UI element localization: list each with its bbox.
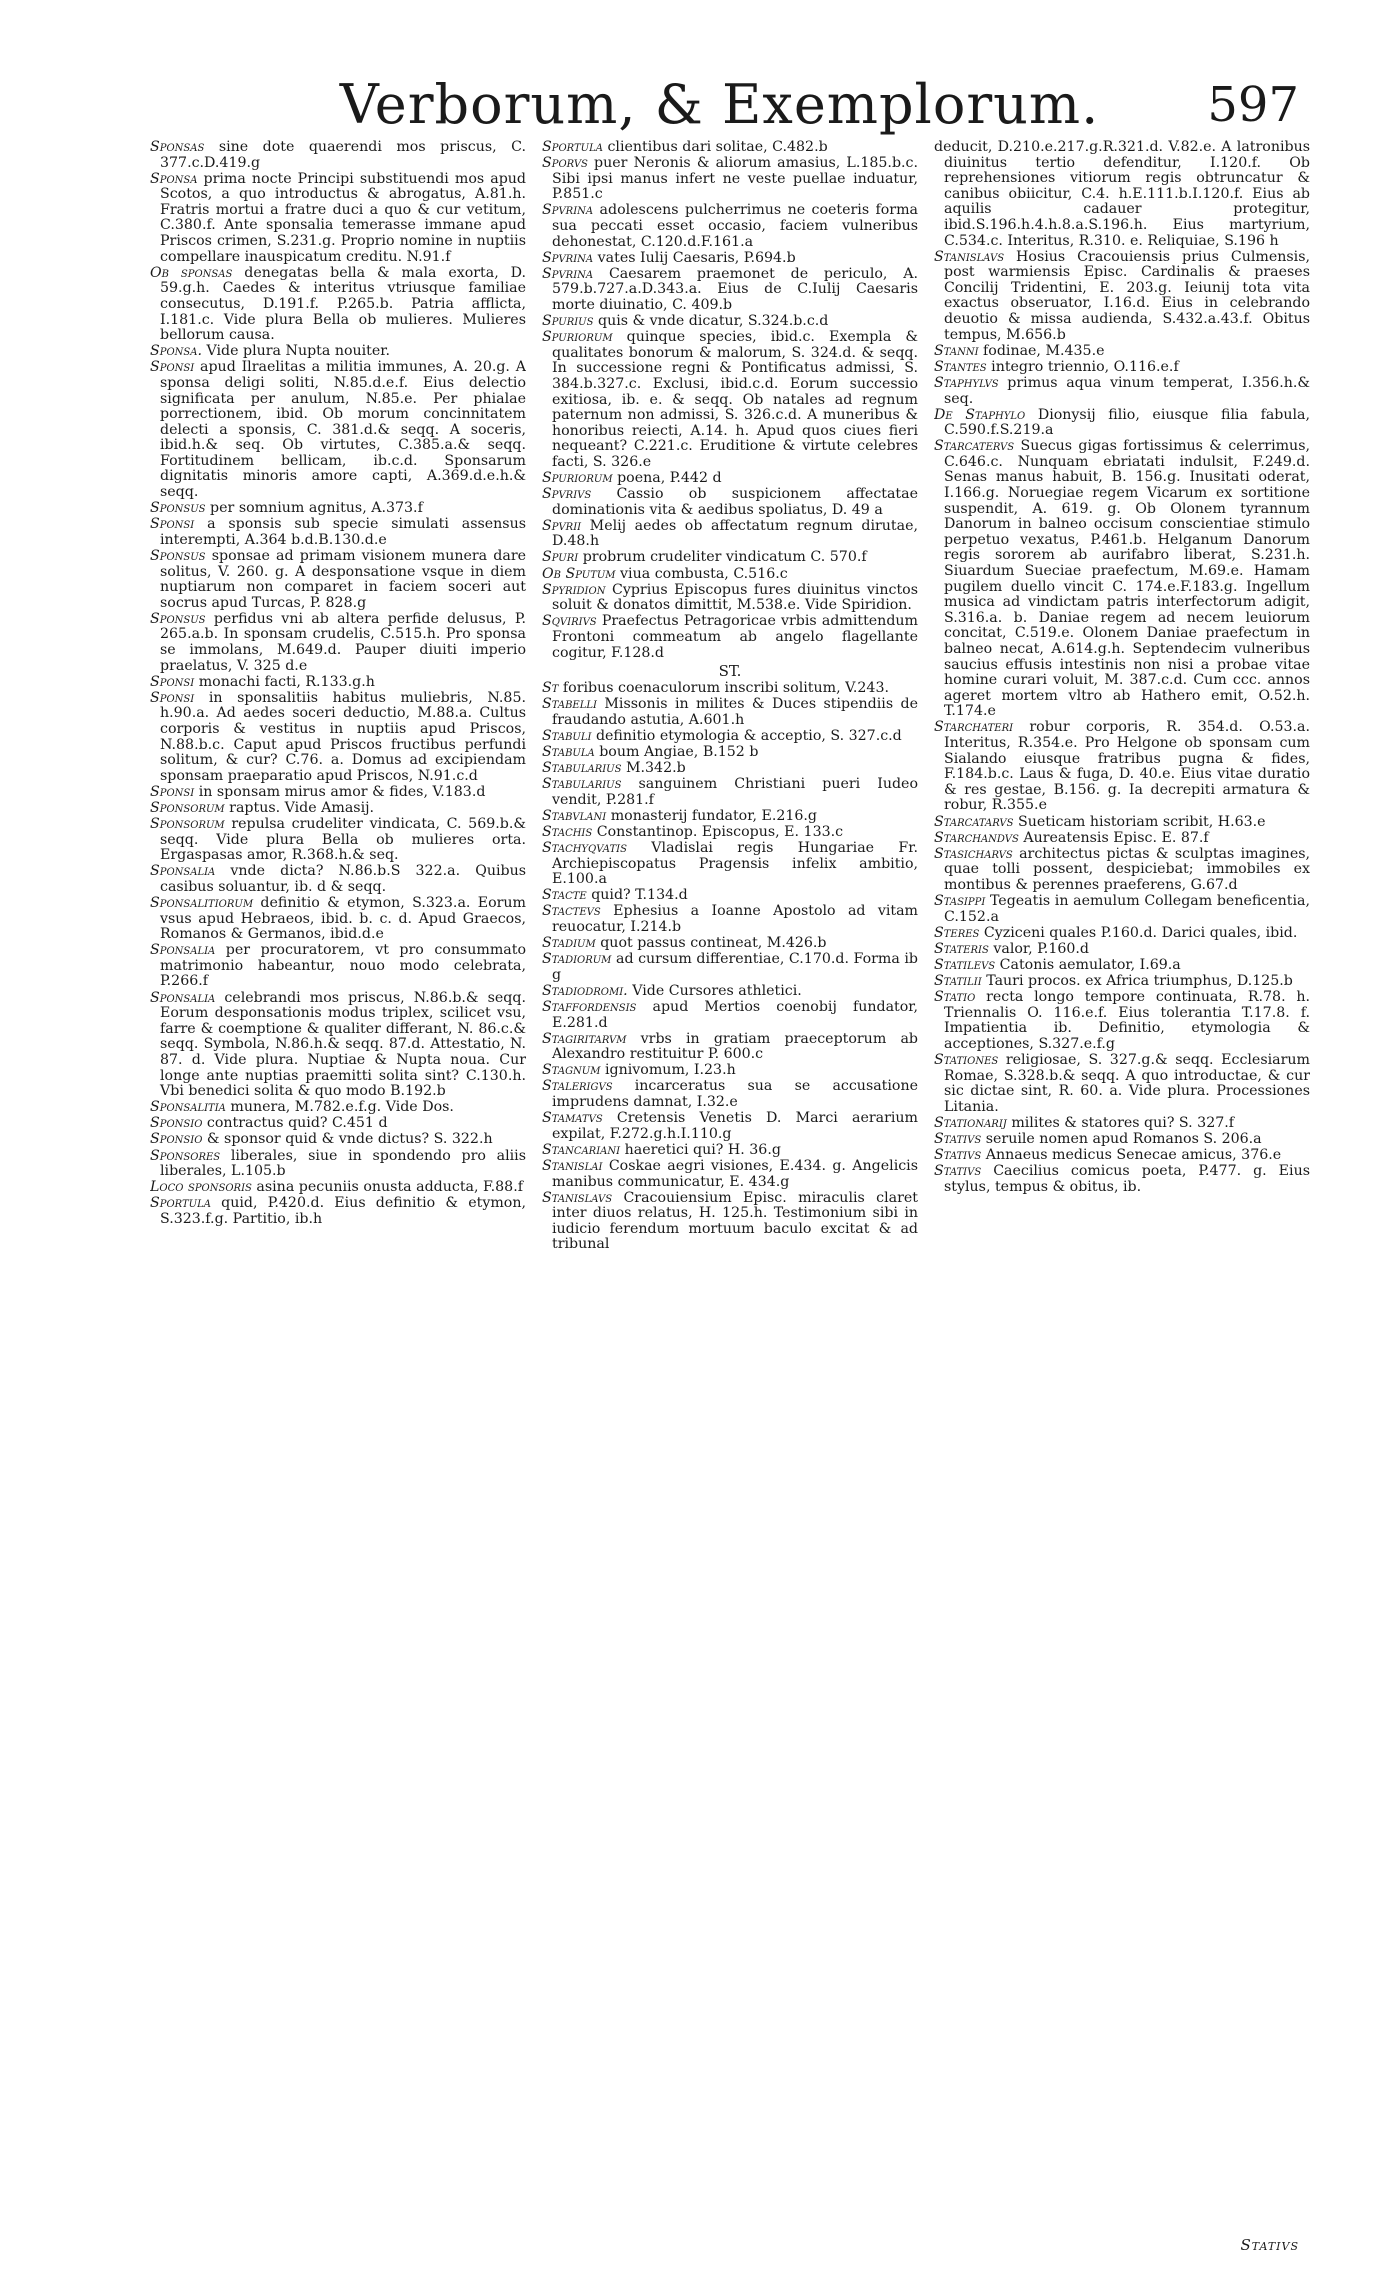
index-entry — [934, 990, 1310, 1052]
index-entry — [542, 904, 918, 935]
index-entry — [542, 314, 918, 330]
entry-headword: Sponsi — [150, 673, 195, 690]
entry-headword: Ob sponsas — [150, 264, 233, 281]
index-entry — [542, 1191, 918, 1253]
entry-text: Sueticam historiam scribit, H.63.e — [1018, 813, 1266, 830]
entry-headword: Sponsalitia — [150, 1099, 226, 1116]
entry-headword: Statilevs — [934, 956, 996, 973]
index-entry — [934, 894, 1310, 925]
entry-text: religiosae, S. 327.g.& seqq. Ecclesiarum Romae, S.328.b.& seqq. A quo introductae, & cur sic dictae sint, R. 60. a. Vide plura. Processiones Litania. — [944, 1051, 1310, 1115]
index-entry — [150, 1100, 526, 1116]
index-entry — [934, 831, 1310, 847]
entry-headword: Stachis — [542, 823, 593, 840]
entry-text: foribus coenaculorum inscribi solitum, V.243. — [562, 680, 889, 697]
entry-headword: Sponsi — [150, 516, 195, 533]
entry-text: ignivomum, I.23.h — [605, 1062, 736, 1079]
entry-headword: Sponsio — [150, 1131, 203, 1148]
entry-text: Cassio ob suspicionem affectatae dominationis vita & aedibus spoliatus, D. 49 a — [552, 486, 918, 518]
entry-headword: Stasippi — [934, 893, 986, 909]
entry-headword: Sporvs — [542, 155, 588, 172]
entry-text: in sponsam mirus amor & fides, V.183.d — [198, 783, 486, 800]
index-entry — [542, 745, 918, 761]
index-entry — [934, 1116, 1310, 1132]
entry-headword: Ob Sputum — [542, 565, 616, 582]
index-entry — [542, 952, 918, 983]
index-entry — [934, 376, 1310, 407]
entry-text: milites & statores qui? S. 327.f — [1011, 1114, 1235, 1131]
entry-text: celebrandi mos priscus, N.86.b.& seqq. Eorum desponsationis modus triplex, scilicet vsu, farre & coemptione & qualiter differant, N. 86.c.& seqq. Symbola, N.86.h.& seqq. 87.d. Attestatio, N. 87. d. Vide plura. Nuptiae & Nupta noua. Cur longe ante nuptias praemitti solita sint? C.130.h. Vbi benedici solita & quo modo B.192.b — [160, 989, 526, 1100]
entry-headword: Stactevs — [542, 903, 601, 920]
index-entry — [150, 501, 526, 517]
entry-text: architectus pictas & sculptas imagines, quae tolli possent, despiciebat; immobiles ex montibus & perennes praeferens, G.67.d — [944, 845, 1310, 893]
entry-headword: Stationarij — [934, 1114, 1007, 1131]
index-entry — [150, 691, 526, 785]
entry-text: apud Mertios coenobij fundator, E.281.d — [552, 998, 918, 1031]
entry-text: Caecilius comicus poeta, P.477. g. Eius stylus, tempus & obitus, ib. — [944, 1163, 1310, 1195]
entry-text: sanguinem Christiani pueri Iudeo vendit, P.281.f — [552, 776, 918, 808]
index-entry — [150, 360, 526, 500]
entry-headword: Sportula — [150, 1195, 211, 1212]
entry-text: quid, P.420.d. Eius definitio & etymon, S.323.f.g. Partitio, ib.h — [160, 1195, 526, 1227]
entry-headword: Stanislavs — [934, 248, 1005, 265]
index-entry — [934, 1164, 1310, 1195]
index-entry — [150, 817, 526, 864]
entry-text: prima nocte Principi substituendi mos apud Scotos, a quo introductus & abrogatus, A.81.h. Fratris mortui a fratre duci a quo & cur vetitum, C.380.f. Ante sponsalia temerasse immane apud Priscos crimen, S.231.g. Proprio nomine in nuptiis compellare inauspicatum creditu. N.91.f — [160, 170, 526, 265]
column-left — [150, 140, 526, 2230]
index-entry — [542, 203, 918, 250]
entry-headword: Stacte — [542, 887, 587, 904]
index-entry — [150, 864, 526, 895]
entry-text: contractus quid? C.451 d — [206, 1115, 388, 1132]
entry-text: haeretici qui? H. 36.g — [624, 1141, 781, 1158]
entry-text: quis & vnde dicatur, S.324.b.c.d — [597, 313, 829, 330]
index-entry — [934, 1132, 1310, 1148]
entry-headword: Sponsio — [150, 1115, 203, 1132]
entry-headword: Stativs — [934, 1163, 982, 1180]
index-entry — [150, 896, 526, 943]
entry-text: adolescens pulcherrimus ne coeteris forma sua peccati esset occasio, faciem vulneribus dehonestat, C.120.d.F.161.a — [552, 202, 918, 250]
entry-headword: Stanni — [934, 342, 979, 359]
index-entry — [150, 801, 526, 817]
index-entry — [150, 675, 526, 691]
entry-text: vnde dicta? N.86.b.S 322.a. Quibus casibus soluantur, ib. d & seqq. — [160, 863, 526, 895]
index-entry — [150, 344, 526, 360]
entry-text: boum Angiae, B.152 b — [599, 743, 759, 760]
page-number: 597 — [1207, 77, 1299, 133]
entry-headword: Sponsas — [150, 140, 205, 155]
entry-headword: Sponsi — [150, 689, 195, 706]
entry-headword: Sponsa. — [150, 343, 202, 360]
index-entry — [542, 888, 918, 904]
entry-text: perfidus vni ab altera perfide delusus, P. 265.a.b. In sponsam crudelis, C.515.h. Pro sponsa se immolans, M.649.d. Pauper diuiti imperio praelatus, V. 325 d.e — [160, 610, 526, 674]
entry-text: primus aqua vinum temperat, I.356.h.& seq. — [944, 374, 1310, 407]
entry-headword: Spvrivs — [542, 486, 592, 503]
entry-text: quot passus contineat, M.426.b — [600, 935, 827, 952]
entry-text: Constantinop. Episcopus, E. 133.c — [596, 823, 844, 840]
index-entry — [542, 1111, 918, 1142]
entry-text: recta longo tempore continuata, R.78. h. Triennalis O. 116.e.f. Eius tolerantia T.17.8. f. Impatientia ib. Definitio, etymologia & acceptiones, S.327.e.f.g — [944, 989, 1310, 1052]
entry-text: asina pecuniis onusta adducta, F.88.f — [256, 1179, 523, 1196]
entry-text: Caesarem praemonet de periculo, A. 579.b.727.a.D.343.a. Eius de C.Iulij Caesaris morte diuinatio, C. 409.b — [552, 265, 918, 313]
entry-headword: Staphylvs — [934, 374, 999, 391]
entry-headword: Stantes — [934, 358, 987, 375]
entry-headword: Spvrina — [542, 265, 594, 282]
index-entry — [934, 408, 1310, 439]
index-entry — [150, 140, 526, 171]
entry-headword: Starchandvs — [934, 829, 1019, 846]
entry-headword: Sponsorum — [150, 799, 225, 816]
entry-headword: Sponsus — [150, 610, 206, 627]
entry-text: Ephesius a Ioanne Apostolo ad vitam reuocatur, I.214.b — [552, 903, 918, 935]
entry-text: clientibus dari solitae, C.482.b — [607, 140, 828, 155]
entry-headword: Stabularius — [542, 760, 622, 777]
entry-headword: Spuri — [542, 549, 579, 566]
index-entry — [542, 841, 918, 888]
entry-text: definitio & etymon, S.323.a. Eorum vsus apud Hebraeos, ibid. b. c. d. Apud Graecos, Romanos & Germanos, ibid.d.e — [160, 895, 526, 943]
entry-headword: Sponsus — [150, 500, 206, 517]
entry-headword: Starchateri — [934, 719, 1014, 736]
index-entry — [542, 761, 918, 777]
entry-headword: Steres — [934, 924, 980, 941]
index-entry — [542, 1079, 918, 1110]
entry-headword: Stadiodromi. — [542, 982, 628, 999]
index-entry — [934, 942, 1310, 958]
entry-text: fodinae, M.435.e — [983, 342, 1105, 359]
index-entry — [542, 519, 918, 550]
entry-headword: Stateris — [934, 940, 989, 957]
entry-text: viua combusta, C.516.c — [620, 565, 788, 582]
entry-headword: Stabelli — [542, 696, 597, 713]
index-entry — [542, 825, 918, 841]
entry-text: Vide Cursores athletici. — [632, 982, 802, 999]
entry-text: apud Ilraelitas a militia immunes, A. 20.g. A sponsa deligi soliti, N.85.d.e.f. Eius delectio significata per anulum, N.85.e. Per phialae porrectionem, ibid. Ob morum concinnitatem delecti a sponsis, C. 381.d.& seqq. A soceris, ibid.h.& seq. Ob virtutes, C.385.a.& seqq. Fortitudinem bellicam, ib.c.d. Sponsarum dignitatis minoris amore capti, A.369.d.e.h.& seqq. — [160, 359, 526, 501]
entry-headword: Stabuli — [542, 727, 592, 744]
entry-headword: Stanislai — [542, 1157, 603, 1174]
entry-text: seruile nomen apud Romanos S. 206.a — [985, 1130, 1262, 1147]
entry-text: Cracouiensium Episc. miraculis claret inter diuos relatus, H. 125.h. Testimonium sibi in iudicio ferendum mortuum baculo excitat & ad tribunal — [552, 1189, 918, 1253]
entry-text: Annaeus medicus Senecae amicus, 376.e — [985, 1147, 1282, 1163]
index-entry — [150, 172, 526, 266]
catchword: Stativs — [1240, 2236, 1299, 2254]
entry-headword: Stabvlani — [542, 807, 607, 824]
index-entry — [542, 330, 918, 470]
entry-text: Cyziceni quales P.160.d. Darici quales, ibid. — [983, 924, 1298, 941]
entry-headword: Stagnum — [542, 1062, 601, 1079]
entry-headword: Stativs — [934, 1147, 982, 1163]
entry-text: incarceratus sua se accusatione imprudens damnat, I.32.e — [552, 1078, 918, 1111]
running-title: Verborum, & Exemplorum. — [339, 73, 1100, 136]
index-entry — [934, 958, 1310, 974]
entry-text: M.342.b — [625, 760, 686, 777]
entry-headword: Sponsi — [150, 359, 195, 376]
index-entry — [542, 697, 918, 728]
entry-headword: Sponsa — [150, 170, 198, 187]
entry-headword: Spyridion — [542, 581, 606, 598]
index-entry — [542, 251, 918, 267]
entry-text: raptus. Vide Amasij. — [229, 799, 375, 816]
entry-text: sponsae ad primam visionem munera dare solitus, V. 260. g. A desponsatione vsque in diem nuptiarum non comparet in faciem soceri aut socrus apud Turcas, P. 828.g — [160, 547, 526, 611]
index-entry — [150, 266, 526, 344]
page-header — [140, 70, 1299, 140]
entry-headword: Stationes — [934, 1051, 999, 1068]
index-entry — [934, 720, 1310, 814]
entry-text: in sponsalitiis habitus muliebris, N.85. h.90.a. Ad aedes soceri deductio, M.88.a. Cultus corporis & vestitus in nuptiis apud Priscos, N.88.b.c. Caput apud Priscos fructibus perfundi solitum, & cur? C.76. a. Domus ad excipiendam sponsam praeparatio apud Priscos, N.91.c.d — [160, 689, 526, 784]
index-entry — [542, 681, 918, 697]
index-entry — [542, 1143, 918, 1159]
entry-text: Cretensis Venetis D. Marci aerarium expilat, F.272.g.h.I.110.g — [552, 1110, 918, 1142]
index-entry — [934, 1053, 1310, 1115]
entry-text: quinque species, ibid.c. Exempla & qualitates bonorum & malorum, S. 324.d. & seqq. In successione regni & Pontificatus admissi, S. 384.b.327.c. Exclusi, ibid.c.d. Eorum successio exitiosa, ib. e. & seqq. Ob natales ad regnum paternum non admissi, S. 326.c.d. A muneribus & honoribus reiecti, A.14. h. Apud quos ciues fieri nequeant? C.221.c. Eruditione & virtute celebres facti, S. 326.e — [552, 329, 918, 470]
entry-text: Hosius Cracouiensis prius Culmensis, post warmiensis Episc. Cardinalis & praeses Concilij Tridentini, E. 203.g. Ieiunij tota vita exactus obseruator, I.16.d. Eius in celebrando deuotio & missa audienda, S.432.a.43.f. Obitus tempus, M.656.b — [944, 248, 1310, 343]
index-entry — [934, 439, 1310, 720]
index-entry — [934, 847, 1310, 894]
entry-headword: Spvrina — [542, 249, 594, 266]
entry-headword: Stancariani — [542, 1141, 621, 1158]
entry-headword: Stamatvs — [542, 1110, 603, 1127]
index-entry — [542, 936, 918, 952]
entry-text: Vladislai regis Hungariae Fr. Archiepiscopatus Pragensis infelix ambitio, E.100.a — [552, 840, 918, 888]
index-entry — [150, 1149, 526, 1180]
entry-headword: Sponsorum — [150, 816, 225, 833]
entry-text: Vide plura Nupta nouiter. — [206, 343, 391, 360]
index-entry — [542, 809, 918, 825]
entry-text: Praefectus Petragoricae vrbis admittendum Frontoni commeatum ab angelo flagellante cogitur, F.128.d — [552, 613, 918, 661]
index-entry — [934, 815, 1310, 831]
index-entry — [934, 250, 1310, 344]
entry-headword: Sponsus — [150, 547, 206, 564]
entry-headword: Spvrii — [542, 517, 582, 534]
entry-headword: Stabula — [542, 743, 595, 760]
entry-text: deducit, D.210.e.217.g.R.321.d. V.82.e. A latronibus diuinitus tertio defenditur, I.120.f. Ob reprehensiones vitiorum regis obtruncatur & canibus obiicitur, C.4. h.E.111.b.I.120.f. Eius ab aquilis cadauer protegitur, ibid.S.196.h.4.h.8.a.S.196.h. Eius martyrium, C.534.c. Interitus, R.310. e. Reliquiae, S.196 h — [934, 140, 1310, 249]
entry-text: & sponsor quid & vnde dictus? S. 322.h — [206, 1131, 493, 1148]
entry-text: a sponsis sub specie simulati assensus interempti, A.364 b.d.B.130.d.e — [160, 516, 526, 548]
entry-headword: Sponsalia — [150, 989, 216, 1006]
entry-text: poena, P.442 d — [617, 469, 722, 486]
entry-text: valor, P.160.d — [993, 940, 1089, 957]
entry-headword: Loco sponsoris — [150, 1179, 252, 1196]
entry-text: Suecus gigas fortissimus & celerrimus, C.646.c. Nunquam ebriatati indulsit, F.249.d. Senas manus habuit, B. 156.g. Inusitati oderat, I.166.g. Noruegiae regem Vicarum ex sortitione suspendit, A. 619. g. Ob Olonem tyrannum Danorum in balneo occisum conscientiae stimulo perpetuo vexatus, P.461.b. Helganum Danorum regis sororem ab aurifabro liberat, S.231.h. Siuardum Sueciae praefectum, M.69.e. Hamam pugilem duello vincit C. 174.e.F.183.g. Ingellum musica ad vindictam patris interfectorum adigit, S.316.a. b. Daniae regem ad necem leuiorum concitat, C.519.e. Olonem Daniae praefectum in balneo necat, A.614.g.h. Septendecim vulneribus saucius effusis intestinis non nisi a probae vitae homine curari voluit, M. 387.c.d. Cum ccc. annos ageret mortem vltro ab Hathero emit, O.52.h. T.174.e — [944, 438, 1310, 720]
index-entry — [542, 471, 918, 487]
index-entry — [542, 1032, 918, 1063]
entry-text: monasterij fundator, E.216.g — [610, 807, 818, 824]
entry-headword: Sponsores — [150, 1147, 221, 1164]
entry-headword: Staffordensis — [542, 998, 637, 1015]
index-entry — [150, 943, 526, 990]
entry-text: munera, M.782.e.f.g. Vide Dos. — [230, 1099, 454, 1116]
entry-headword: Stagiritarvm — [542, 1030, 627, 1047]
entry-headword: Spvrina — [542, 202, 594, 219]
index-entry — [934, 974, 1310, 990]
entry-text: Coskae aegri visiones, E.434. g. Angelicis manibus communicatur, E. 434.g — [552, 1157, 918, 1190]
entry-text: probrum crudeliter vindicatum C. 570.f — [582, 549, 867, 566]
index-columns — [150, 140, 1310, 2230]
index-entry — [542, 777, 918, 808]
entry-headword: Sponsalia — [150, 863, 216, 880]
index-entry — [934, 1148, 1310, 1164]
entry-headword: St — [542, 680, 559, 697]
entry-headword: Statilii — [934, 972, 982, 989]
entry-headword: Spuriorum — [542, 469, 613, 486]
entry-text: sine dote quaerendi mos priscus, C. 377.c.D.419.g — [160, 140, 526, 171]
column-right — [934, 140, 1310, 2230]
entry-headword: Stasicharvs — [934, 845, 1013, 862]
entry-headword: Statio — [934, 989, 976, 1006]
entry-text: Cyprius Episcopus fures diuinitus vinctos soluit & donatos dimittit, M.538.e. Vide Spiridion. — [552, 581, 918, 614]
index-entry — [542, 729, 918, 745]
entry-headword: De Staphylo — [934, 406, 1026, 423]
entry-text: monachi facti, R.133.g.h — [198, 673, 375, 690]
entry-headword: Stativs — [934, 1130, 982, 1147]
entry-text: vates Iulij Caesaris, P.694.b — [597, 249, 796, 266]
entry-text: quid? T.134.d — [591, 887, 688, 904]
index-entry — [150, 1116, 526, 1132]
entry-headword: Stadiorum — [542, 951, 612, 968]
entry-text: per procuratorem, vt pro consummato matrimonio habeantur, nouo modo celebrata, P.266.f — [160, 942, 526, 990]
entry-text: robur corporis, R. 354.d. O.53.a. Interitus, R.354.e. Pro Helgone ob sponsam cum Sialando eiusque fratribus pugna & fides, F.184.b.c. Laus & fuga, D. 40.e. Eius vitae duratio & res gestae, B.156. g. Ia decrepiti armatura & robur, R.355.e — [944, 719, 1310, 814]
index-entry — [542, 156, 918, 203]
index-entry — [934, 360, 1310, 376]
entry-text: per somnium agnitus, A.373.f — [210, 500, 423, 517]
index-entry — [934, 140, 1310, 249]
index-entry — [542, 1159, 918, 1190]
entry-headword: Starcatervs — [934, 438, 1015, 455]
index-entry — [150, 1196, 526, 1227]
entry-text: puer Neronis & aliorum amasius, L.185.b.c. Sibi ipsi manus infert ne veste puellae induatur, P.851.c — [552, 155, 918, 203]
entry-text: Tauri procos. ex Africa triumphus, D.125.b — [986, 972, 1293, 989]
index-entry — [542, 567, 918, 583]
entry-text: denegatas bella & mala exorta, D. 59.g.h. Caedes & interitus vtriusque familiae consecutus, D.191.f. P.265.b. Patria afflicta, I.181.c. Vide plura Bella ob mulieres. Mulieres bellorum causa. — [160, 264, 526, 344]
entry-headword: Stalerigvs — [542, 1078, 613, 1095]
index-entry — [542, 267, 918, 314]
index-entry — [934, 344, 1310, 360]
entry-text: vrbs in gratiam praeceptorum ab Alexandro restituitur P. 600.c — [552, 1030, 918, 1063]
entry-headword: Sponsi — [150, 783, 195, 800]
entry-headword: Sportula — [542, 140, 603, 155]
index-entry — [934, 926, 1310, 942]
index-entry — [150, 991, 526, 1100]
index-entry — [542, 550, 918, 566]
section-heading: ST. — [718, 662, 742, 681]
entry-text: Aureatensis Episc. E. 87.f — [1023, 829, 1209, 846]
index-entry — [542, 614, 918, 661]
entry-text: Tegeatis in aemulum Collegam beneficentia, C.152.a — [944, 893, 1310, 925]
entry-headword: Sponsalitiorum — [150, 895, 254, 911]
index-entry — [542, 140, 918, 156]
index-entry — [542, 984, 918, 1000]
entry-text: liberales, siue in spondendo pro aliis liberales, L.105.b — [160, 1147, 526, 1180]
entry-headword: Starcatarvs — [934, 813, 1014, 830]
index-entry — [150, 785, 526, 801]
index-entry — [542, 1000, 918, 1031]
entry-headword: Stadium — [542, 935, 596, 952]
entry-text: Catonis aemulator, I.69.a — [999, 956, 1181, 973]
entry-text: Melij aedes ob affectatum regnum dirutae, D.48.h — [552, 517, 918, 550]
entry-text: ad cursum differentiae, C.170.d. Forma ib g — [552, 951, 918, 983]
index-entry — [150, 1132, 526, 1148]
entry-text: Dionysij filio, eiusque filia fabula, C.590.f.S.219.a — [944, 406, 1310, 439]
entry-text: Missonis in milites & Duces stipendiis de fraudando astutia, A.601.h — [552, 696, 918, 728]
entry-text: definitio etymologia & acceptio, S. 327.c.d — [595, 727, 902, 744]
index-entry — [150, 517, 526, 548]
entry-headword: Stachyqvatis — [542, 840, 627, 857]
index-entry — [150, 1180, 526, 1196]
entry-headword: Spuriorum — [542, 329, 613, 346]
index-entry — [542, 487, 918, 518]
entry-headword: Stabularius — [542, 776, 622, 793]
index-entry — [150, 612, 526, 674]
index-entry — [150, 549, 526, 611]
column-middle — [542, 140, 918, 2230]
entry-headword: Spurius — [542, 313, 594, 330]
index-entry — [542, 1063, 918, 1079]
entry-text: repulsa crudeliter vindicata, C. 569.b.& seqq. Vide plura Bella ob mulieres orta. Ergaspasas amor, R.368.h.& seq. — [160, 816, 526, 864]
entry-headword: Sqvirivs — [542, 613, 597, 630]
entry-headword: Stanislavs — [542, 1189, 613, 1206]
index-entry — [542, 583, 918, 614]
entry-headword: Sponsalia — [150, 942, 216, 959]
entry-text: integro triennio, O.116.e.f — [991, 358, 1179, 375]
